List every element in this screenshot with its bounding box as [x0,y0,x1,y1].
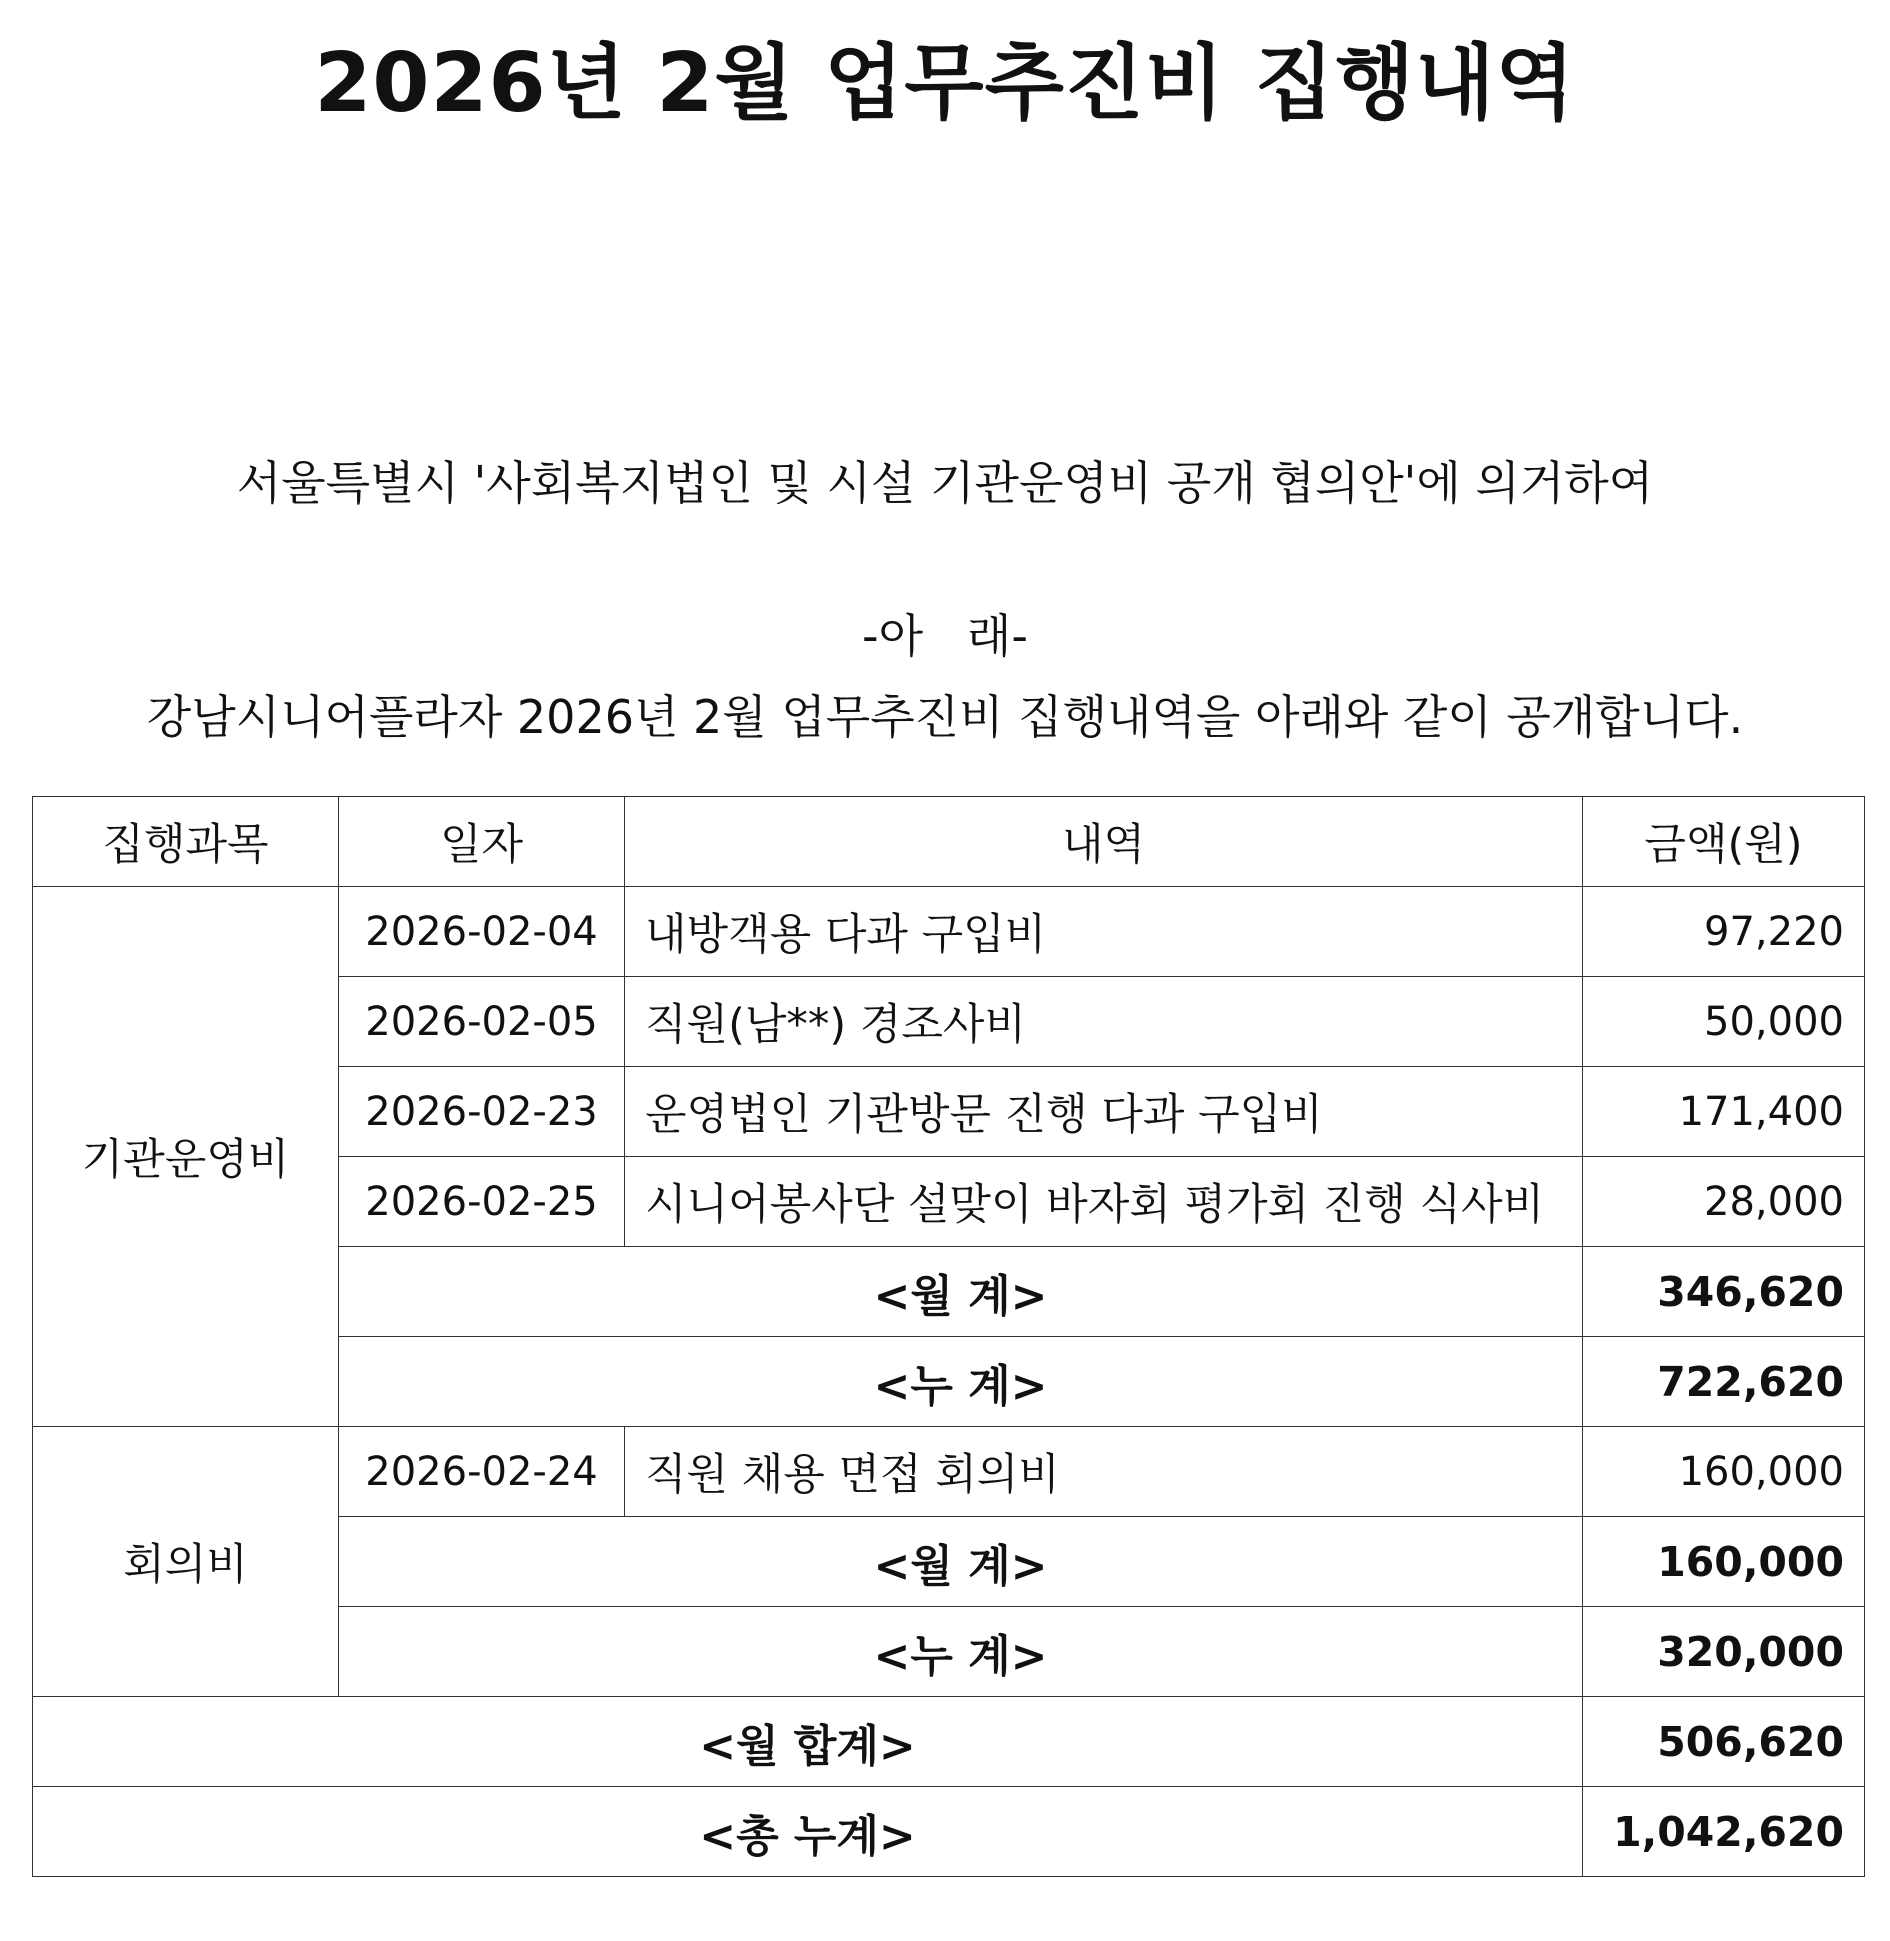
month-total-amount: 506,620 [1583,1697,1865,1787]
table-row [33,1427,1865,1517]
grand-total-label: <총 누계> [33,1787,1583,1877]
category-cell: 회의비 [33,1427,339,1697]
cumulative-subtotal-amount: 722,620 [1583,1337,1865,1427]
header-date: 일자 [339,797,625,887]
amount-cell: 97,220 [1583,887,1865,977]
month-total-row [33,1697,1865,1787]
description-cell: 운영법인 기관방문 진행 다과 구입비 [625,1067,1583,1157]
amount-cell: 160,000 [1583,1427,1865,1517]
date-cell: 2026-02-24 [339,1427,625,1517]
amount-cell: 28,000 [1583,1157,1865,1247]
category-cell: 기관운영비 [33,887,339,1427]
header-category: 집행과목 [33,797,339,887]
monthly-subtotal-label: <월 계> [339,1247,1583,1337]
amount-cell: 50,000 [1583,977,1865,1067]
header-amount: 금액(원) [1583,797,1865,887]
date-cell: 2026-02-04 [339,887,625,977]
intro-paragraph [0,288,1890,834]
description-cell: 직원(남**) 경조사비 [625,977,1583,1067]
cumulative-subtotal-amount: 320,000 [1583,1607,1865,1697]
expense-table [32,796,1865,1877]
description-cell: 시니어봉사단 설맞이 바자회 평가회 진행 식사비 [625,1157,1583,1247]
description-cell: 직원 채용 면접 회의비 [625,1427,1583,1517]
monthly-subtotal-amount: 346,620 [1583,1247,1865,1337]
grand-total-amount: 1,042,620 [1583,1787,1865,1877]
intro-line-1: 서울특별시 '사회복지법인 및 시설 기관운영비 공개 협의안'에 의거하여 [236,456,1654,510]
date-cell: 2026-02-05 [339,977,625,1067]
grand-total-row [33,1787,1865,1877]
page-title: 2026년 2월 업무추진비 집행내역 [314,36,1576,131]
monthly-subtotal-amount: 160,000 [1583,1517,1865,1607]
notice-heading: -아 래- [862,609,1028,663]
monthly-subtotal-label: <월 계> [339,1517,1583,1607]
cumulative-subtotal-label: <누 계> [339,1337,1583,1427]
description-cell: 내방객용 다과 구입비 [625,887,1583,977]
amount-cell: 171,400 [1583,1067,1865,1157]
table-row [33,887,1865,977]
header-description: 내역 [625,797,1583,887]
date-cell: 2026-02-25 [339,1157,625,1247]
table-header-row [33,797,1865,887]
cumulative-subtotal-label: <누 계> [339,1607,1583,1697]
date-cell: 2026-02-23 [339,1067,625,1157]
intro-line-2: 강남시니어플라자 2026년 2월 업무추진비 집행내역을 아래와 같이 공개합니다. [146,690,1744,744]
month-total-label: <월 합계> [33,1697,1583,1787]
